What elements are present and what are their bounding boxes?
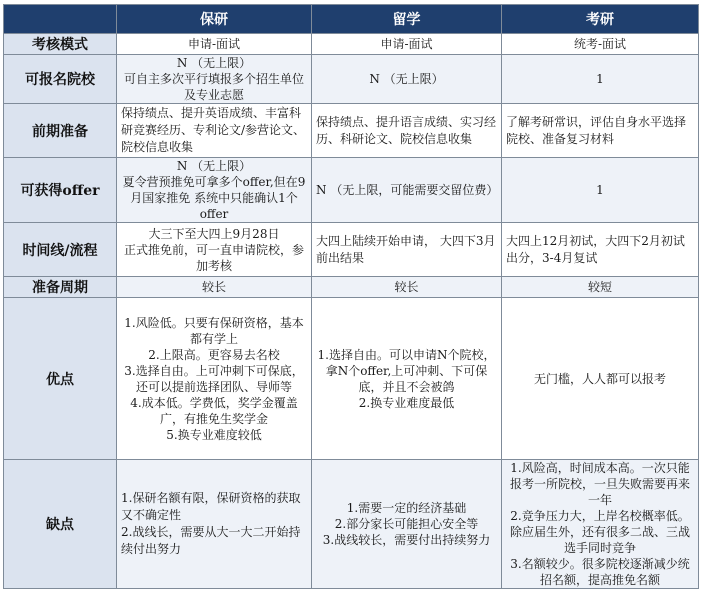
cell-kaoyan: 大四上12月初试，大四下2月初试出分，3-4月复试 bbox=[502, 223, 699, 277]
row-assessment-mode bbox=[4, 34, 699, 55]
header-baoyan: 保研 bbox=[117, 5, 312, 34]
row-preparation bbox=[4, 104, 699, 158]
cell-baoyan: N （无上限） 可自主多次平行填报多个招生单位及专业志愿 bbox=[117, 55, 312, 104]
cell-kaoyan: 1.风险高，时间成本高。一次只能报考一所院校，一旦失败需要再来一年 2.竞争压力大，上岸名校概率低。除应届生外，还有很多二战、三战选手同时竞争 3.名额较少。很多院校逐渐减少统招名额，提高推免名额 bbox=[502, 460, 699, 589]
cell-kaoyan: 1 bbox=[502, 158, 699, 223]
cell-baoyan: 1.风险低。只要有保研资格，基本都有学上 2.上限高。更容易去名校 3.选择自由。上可冲刺下可保底，还可以提前选择团队、导师等 4.成本低。学费低，奖学金覆盖广，有推免生奖学金 5.换专业难度较低 bbox=[117, 298, 312, 460]
row-advantages bbox=[4, 298, 699, 460]
cell-baoyan: 保持绩点、提升英语成绩、丰富科研竞赛经历、专利论文/参营论文、院校信息收集 bbox=[117, 104, 312, 158]
cell-liuxue: 保持绩点、提升语言成绩、实习经历、科研论文、院校信息收集 bbox=[312, 104, 502, 158]
cell-liuxue: N （无上限，可能需要交留位费） bbox=[312, 158, 502, 223]
cell-kaoyan: 无门槛，人人都可以报考 bbox=[502, 298, 699, 460]
cell-baoyan: 1.保研名额有限，保研资格的获取又不确定性 2.战线长，需要从大一大二开始持续付出努力 bbox=[117, 460, 312, 589]
row-label: 缺点 bbox=[4, 460, 117, 589]
row-label: 可报名院校 bbox=[4, 55, 117, 104]
cell-baoyan: N （无上限） 夏令营预推免可拿多个offer,但在9月国家推免 系统中只能确认1个offer bbox=[117, 158, 312, 223]
header-corner bbox=[4, 5, 117, 34]
header-row bbox=[4, 5, 699, 34]
cell-liuxue: 申请-面试 bbox=[312, 34, 502, 55]
row-label: 可获得offer bbox=[4, 158, 117, 223]
header-liuxue: 留学 bbox=[312, 5, 502, 34]
cell-liuxue: 大四上陆续开始申请， 大四下3月前出结果 bbox=[312, 223, 502, 277]
cell-liuxue: 1.需要一定的经济基础 2.部分家长可能担心安全等 3.战线较长，需要付出持续努力 bbox=[312, 460, 502, 589]
cell-liuxue: N （无上限） bbox=[312, 55, 502, 104]
row-label: 前期准备 bbox=[4, 104, 117, 158]
row-label: 准备周期 bbox=[4, 277, 117, 298]
cell-kaoyan: 了解考研常识，评估自身水平选择院校、准备复习材料 bbox=[502, 104, 699, 158]
row-timeline bbox=[4, 223, 699, 277]
cell-liuxue: 较长 bbox=[312, 277, 502, 298]
cell-liuxue: 1.选择自由。可以申请N个院校，拿N个offer,上可冲刺、下可保底，并且不会被鸽 2.换专业难度最低 bbox=[312, 298, 502, 460]
row-disadvantages bbox=[4, 460, 699, 589]
cell-baoyan: 大三下至大四上9月28日 正式推免前，可一直申请院校，参加考核 bbox=[117, 223, 312, 277]
cell-kaoyan: 1 bbox=[502, 55, 699, 104]
row-label: 优点 bbox=[4, 298, 117, 460]
row-offers bbox=[4, 158, 699, 223]
row-label: 考核模式 bbox=[4, 34, 117, 55]
row-label: 时间线/流程 bbox=[4, 223, 117, 277]
comparison-table bbox=[3, 4, 699, 589]
cell-baoyan: 较长 bbox=[117, 277, 312, 298]
cell-kaoyan: 统考-面试 bbox=[502, 34, 699, 55]
header-kaoyan: 考研 bbox=[502, 5, 699, 34]
row-prep-period bbox=[4, 277, 699, 298]
row-schools bbox=[4, 55, 699, 104]
cell-kaoyan: 较短 bbox=[502, 277, 699, 298]
cell-baoyan: 申请-面试 bbox=[117, 34, 312, 55]
